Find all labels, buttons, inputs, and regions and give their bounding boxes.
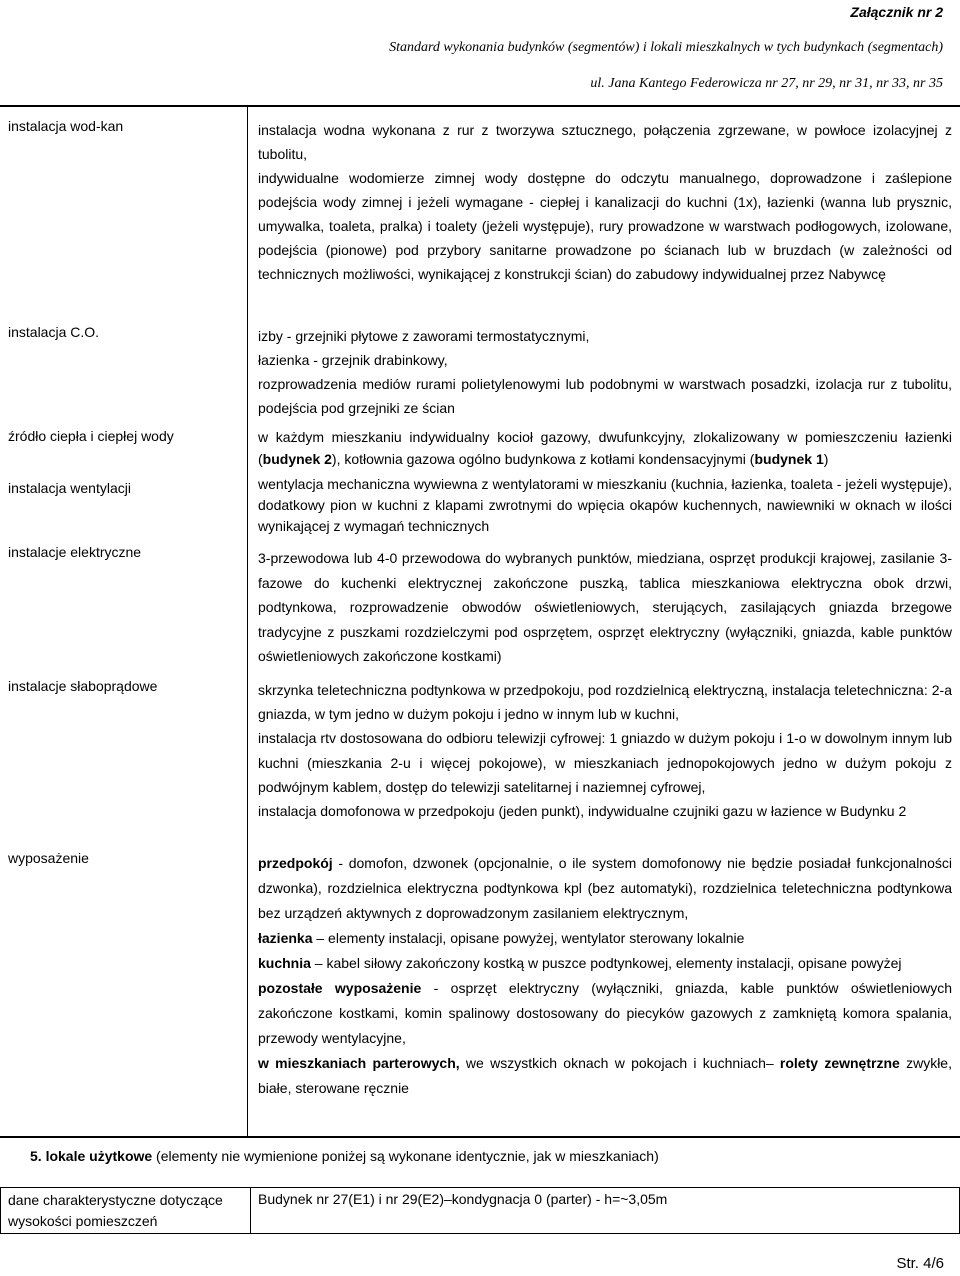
equipment-item	[258, 851, 952, 926]
text-run: - domofon, dzwonek (opcjonalnie, o ile system domofonowy nie będzie posiadał funkcjonalności dzwonka), rozdzielnica elektryczna podtynkowa kpl (bez automatyki), rozdzielnica teletechniczna podtynkowa bez urządzeń aktywnych z doprowadzonym zasilaniem elektrycznym,	[258, 855, 952, 921]
row-label-electrical: instalacje elektryczne	[8, 544, 142, 560]
text-run: - osprzęt elektryczny (wyłączniki, gniazda, kable punktów oświetleniowych zakończone kostkami, komin spalinowy dostosowany do piecyków gazowych z zamkniętą komora spalania, przewody wentylacyjne,	[258, 980, 952, 1046]
equipment-item	[258, 926, 952, 951]
bold-run: rolety zewnętrzne	[779, 1055, 900, 1071]
text-run: ), kotłownia gazowa ogólno budynkowa z kotłami kondensacyjnymi (	[331, 451, 755, 467]
height-table-divider	[250, 1187, 251, 1234]
row-content-low-current	[258, 678, 952, 823]
bold-run: łazienka	[258, 930, 313, 946]
bold-run: kuchnia	[258, 955, 311, 971]
section-note: (elementy nie wymienione poniżej są wykonane identycznie, jak w mieszkaniach)	[152, 1148, 659, 1164]
section-title: lokale użytkowe	[45, 1148, 153, 1164]
attachment-label: Załącznik nr 2	[850, 4, 943, 20]
content-line: 3-przewodowa lub 4-0 przewodowa do wybranych punktów, miedziana, osprzęt produkcji krajowej, zasilanie 3-fazowe do kuchenki elektrycznej zakończone puszką, tablica mieszkaniowa elektryczna obok drzwi, podtynkowa, rozprowadzenie obwodów oświetleniowych, sterujących, zasilających gniazda brzegowe tradycyjne z puszkami rozdzielczymi pod osprzętem, osprzęt elektryczny (wyłączniki, gniazda, kable punktów oświetleniowych zakończone kostkami)	[258, 550, 952, 665]
row-content-wod-kan	[258, 118, 952, 286]
bold-run: budynek 2	[262, 451, 332, 467]
text-run: we wszystkich oknach w pokojach i kuchniach–	[459, 1055, 780, 1071]
document-subtitle: Standard wykonania budynków (segmentów) i lokali mieszkalnych w tych budynkach (segmentach)	[389, 40, 943, 55]
content-line: instalacja rtv dostosowana do odbioru telewizji cyfrowej: 1 gniazdo w dużym pokoju i 1-o w dowolnym innym lub kuchni (mieszkania 2-u i więcej pokojowe), w mieszkaniach jednopokojowych jedno w dużym pokoju z podwójnym kablem, dostęp do telewizji satelitarnej i naziemnej cyfrowej,	[258, 730, 952, 795]
content-line: instalacja domofonowa w przedpokoju (jeden punkt), indywidualne czujniki gazu w łazience w Budynku 2	[258, 803, 907, 820]
bold-run: budynek 1	[754, 451, 824, 467]
content-line: indywidualne wodomierze zimnej wody dostępne do odczytu manualnego, doprowadzone i zaślepione podejścia wody zimnej i jeżeli wymagane - ciepłej i kanalizacji do kuchni (1x), łazienki (wanna lub prysznic, umywalka, toaleta, pralka) i toalety (jeżeli występuje), rury prowadzone w warstwach podłogowych, izolowane, podejścia (pionowe) pod przybory sanitarne prowadzone po ścianach lub w bruzdach (w zależności od technicznych możliwości, wynikającej z konstrukcji ścian) do zabudowy indywidualnej przez Nabywcę	[258, 170, 952, 282]
equipment-item	[258, 976, 952, 1051]
row-content-ventilation	[258, 474, 952, 537]
row-label-equipment: wyposażenie	[8, 850, 89, 866]
row-label-wod-kan: instalacja wod-kan	[8, 118, 124, 134]
table-bottom-border	[0, 1136, 960, 1138]
content-line: łazienka - grzejnik drabinkowy,	[258, 352, 448, 368]
row-content-equipment	[258, 851, 952, 1101]
text-run: w każdym mieszkaniu indywidualny kocioł gazowy, dwufunkcyjny, zlokalizowany w pomieszczeniu łazienki (	[258, 429, 952, 467]
content-line: skrzynka teletechniczna podtynkowa w przedpokoju, pod rozdzielnicą elektryczną, instalacja teletechniczna: 2-a gniazda, w tym jedno w dużym pokoju i jedno w innym lub w kuchni,	[258, 682, 952, 723]
content-line: wentylacja mechaniczna wywiewna z wentylatorami w mieszkaniu (kuchnia, łazienka, toaleta - jeżeli występuje), dodatkowy pion w kuchni z klapami zwrotnymi do wpięcia okapów kuchennych, nawiewniki w oknach w ilości wynikającej z wymagań technicznych	[258, 476, 952, 534]
content-line	[258, 426, 952, 470]
table-top-border	[0, 105, 960, 107]
row-label-low-current: instalacje słaboprądowe	[8, 678, 158, 694]
bold-run: przedpokój	[258, 855, 333, 871]
content-line: rozprowadzenia mediów rurami polietylenowymi lub podobnymi w warstwach posadzki, izolacja rur z tubolitu, podejścia pod grzejniki ze ścian	[258, 376, 952, 416]
text-run: – elementy instalacji, opisane powyżej, wentylator sterowany lokalnie	[312, 930, 745, 946]
height-table-label: dane charakterystyczne dotyczące wysokości pomieszczeń	[8, 1192, 223, 1229]
address-line: ul. Jana Kantego Federowicza nr 27, nr 29, nr 31, nr 33, nr 35	[590, 76, 943, 91]
content-line: instalacja wodna wykonana z rur z tworzywa sztucznego, połączenia zgrzewane, w powłoce izolacyjnej z tubolitu,	[258, 122, 952, 162]
section-number: 5.	[30, 1148, 42, 1164]
row-label-heat-source: źródło ciepła i ciepłej wody	[8, 428, 174, 444]
text-run: zwykłe, białe, sterowane ręcznie	[258, 1055, 952, 1096]
text-run: – kabel siłowy zakończony kostką w puszce podtynkowej, elementy instalacji, opisane powyżej	[310, 955, 902, 971]
equipment-item	[258, 1051, 952, 1101]
bold-run: w mieszkaniach parterowych,	[258, 1055, 460, 1071]
bold-run: pozostałe wyposażenie	[258, 980, 422, 996]
text-run: )	[823, 451, 829, 467]
row-content-electrical	[258, 546, 952, 669]
row-label-ventilation: instalacja wentylacji	[8, 480, 131, 496]
page-number: Str. 4/6	[896, 1255, 944, 1272]
equipment-item	[258, 951, 952, 976]
row-content-co	[258, 324, 952, 420]
row-label-co: instalacja C.O.	[8, 324, 100, 340]
content-line: izby - grzejniki płytowe z zaworami termostatycznymi,	[258, 328, 590, 344]
height-table-value: Budynek nr 27(E1) i nr 29(E2)–kondygnacja 0 (parter) - h=~3,05m	[258, 1191, 668, 1207]
section-5-heading	[30, 1146, 659, 1166]
table-column-divider	[247, 105, 248, 1137]
row-content-heat-source	[258, 426, 952, 470]
